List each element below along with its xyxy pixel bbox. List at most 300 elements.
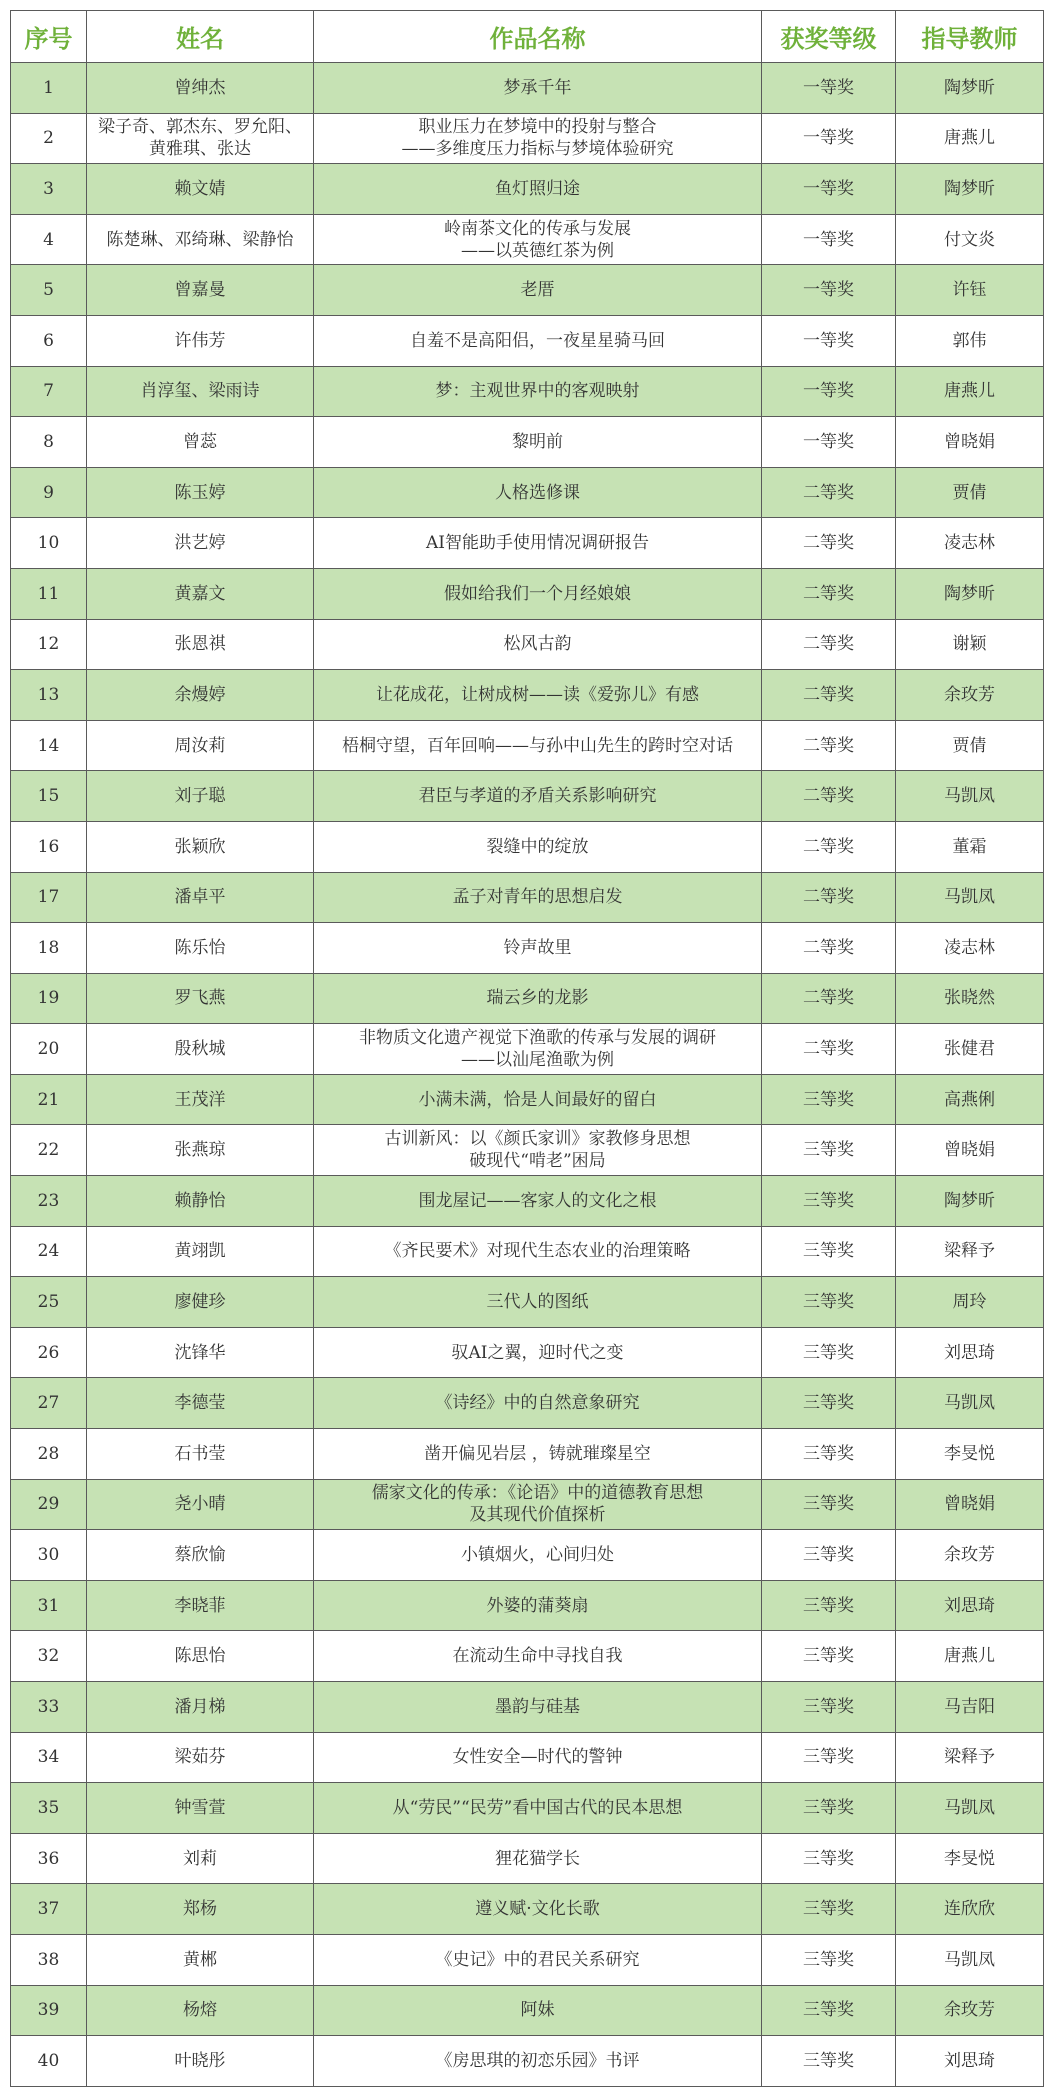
table-row	[11, 1631, 1044, 1682]
cell-name	[87, 1682, 314, 1733]
cell-index	[11, 265, 87, 316]
cell-work	[314, 1125, 762, 1176]
cell-index	[11, 1985, 87, 2036]
cell-index	[11, 518, 87, 569]
cell-level	[762, 1783, 896, 1834]
cell-teacher	[896, 518, 1044, 569]
cell-work-line: 及其现代价值探析	[469, 1505, 606, 1526]
cell-work	[314, 821, 762, 872]
table-row	[11, 315, 1044, 366]
cell-work	[314, 568, 762, 619]
cell-name	[87, 63, 314, 114]
cell-level-text: 三等奖	[803, 2000, 854, 2021]
cell-teacher	[896, 771, 1044, 822]
table-row	[11, 1378, 1044, 1429]
cell-level	[762, 467, 896, 518]
cell-name-line: 黄翊凯	[174, 1241, 226, 1262]
cell-name-line: 张燕琼	[174, 1140, 226, 1161]
cell-work	[314, 63, 762, 114]
cell-work	[314, 1631, 762, 1682]
cell-teacher	[896, 1884, 1044, 1935]
cell-level	[762, 1429, 896, 1480]
cell-index	[11, 1833, 87, 1884]
cell-work-line: 外婆的蒲葵扇	[486, 1595, 589, 1616]
cell-teacher-text: 唐燕儿	[944, 381, 995, 402]
cell-work	[314, 518, 762, 569]
cell-work-line: 梦：主观世界中的客观映射	[435, 381, 640, 402]
cell-name	[87, 214, 314, 265]
cell-name-line: 周汝莉	[174, 735, 226, 756]
cell-name-line: 曾蕊	[183, 431, 217, 452]
cell-name	[87, 366, 314, 417]
cell-name	[87, 1530, 314, 1581]
cell-level-text: 三等奖	[803, 2050, 854, 2071]
cell-level	[762, 214, 896, 265]
cell-teacher	[896, 214, 1044, 265]
cell-index-text: 1	[43, 77, 54, 98]
cell-level-text: 二等奖	[803, 482, 854, 503]
cell-teacher	[896, 1327, 1044, 1378]
cell-level-text: 二等奖	[803, 786, 854, 807]
cell-name	[87, 2036, 314, 2087]
cell-level-text: 二等奖	[803, 836, 854, 857]
cell-teacher-text: 凌志林	[944, 937, 995, 958]
table-row	[11, 720, 1044, 771]
cell-teacher-text: 余玫芳	[944, 684, 995, 705]
cell-name-line: 黄雅琪、张达	[149, 139, 251, 160]
cell-name-line: 罗飞燕	[174, 988, 226, 1009]
cell-index	[11, 821, 87, 872]
cell-index	[11, 417, 87, 468]
cell-level-text: 三等奖	[803, 1140, 854, 1161]
cell-name-line: 杨熔	[183, 2000, 217, 2021]
cell-level	[762, 1631, 896, 1682]
cell-index	[11, 973, 87, 1024]
cell-level	[762, 619, 896, 670]
cell-level	[762, 1378, 896, 1429]
cell-index	[11, 1125, 87, 1176]
cell-work-line: ——以英德红茶为例	[461, 240, 614, 261]
cell-name-line: 梁茹芬	[174, 1747, 226, 1768]
cell-index-text: 18	[37, 937, 60, 958]
cell-index	[11, 923, 87, 974]
cell-teacher-text: 张晓然	[944, 988, 995, 1009]
cell-name	[87, 417, 314, 468]
cell-work-line: 小镇烟火，心间归处	[461, 1545, 614, 1566]
cell-teacher	[896, 1125, 1044, 1176]
cell-teacher-text: 陶梦昕	[944, 77, 995, 98]
cell-level-text: 三等奖	[803, 1747, 854, 1768]
cell-name-line: 潘月梯	[174, 1696, 226, 1717]
cell-index-text: 11	[37, 583, 60, 604]
cell-index-text: 27	[37, 1393, 60, 1414]
cell-level-text: 二等奖	[803, 1039, 854, 1060]
cell-work	[314, 2036, 762, 2087]
cell-level	[762, 1985, 896, 2036]
cell-teacher-text: 贾倩	[952, 735, 987, 756]
cell-teacher-text: 李旻悦	[944, 1848, 995, 1869]
table-row	[11, 1884, 1044, 1935]
cell-index	[11, 1024, 87, 1075]
cell-level	[762, 315, 896, 366]
cell-teacher	[896, 1833, 1044, 1884]
cell-work-line: 梦承千年	[503, 77, 572, 98]
cell-work-line: 瑞云乡的龙影	[486, 988, 589, 1009]
cell-teacher	[896, 1783, 1044, 1834]
cell-work	[314, 1074, 762, 1125]
cell-level-text: 一等奖	[803, 229, 854, 250]
cell-index-text: 10	[37, 533, 60, 554]
cell-index	[11, 872, 87, 923]
cell-teacher	[896, 1530, 1044, 1581]
cell-index	[11, 1682, 87, 1733]
cell-work-line: 让花成花，让树成树——读《爱弥儿》有感	[376, 684, 699, 705]
cell-name	[87, 1277, 314, 1328]
cell-teacher	[896, 467, 1044, 518]
cell-name	[87, 467, 314, 518]
cell-work-line: 三代人的图纸	[486, 1292, 589, 1313]
cell-level	[762, 1934, 896, 1985]
cell-teacher	[896, 1074, 1044, 1125]
cell-name	[87, 720, 314, 771]
header-row	[11, 11, 1044, 63]
cell-work-line: 老厝	[520, 280, 555, 301]
cell-work-line: 在流动生命中寻找自我	[452, 1646, 623, 1667]
table-row	[11, 872, 1044, 923]
table-row	[11, 1429, 1044, 1480]
cell-work-line: 黎明前	[512, 431, 563, 452]
cell-index	[11, 1631, 87, 1682]
cell-name-line: 肖淳玺、梁雨诗	[140, 381, 260, 402]
cell-teacher-text: 唐燕儿	[944, 128, 995, 149]
cell-teacher	[896, 619, 1044, 670]
cell-teacher-text: 刘思琦	[944, 2050, 995, 2071]
cell-work-line: ——以汕尾渔歌为例	[461, 1050, 614, 1071]
cell-index	[11, 214, 87, 265]
cell-name	[87, 1125, 314, 1176]
cell-teacher	[896, 568, 1044, 619]
table-row	[11, 2036, 1044, 2087]
cell-level-text: 一等奖	[803, 381, 854, 402]
cell-level	[762, 923, 896, 974]
cell-level-text: 二等奖	[803, 634, 854, 655]
cell-work	[314, 1378, 762, 1429]
cell-work	[314, 670, 762, 721]
cell-name-line: 李晓菲	[174, 1595, 226, 1616]
cell-teacher-text: 张健君	[944, 1039, 995, 1060]
cell-work-line: 遵义赋·文化长歌	[475, 1899, 600, 1920]
cell-teacher-text: 曾晓娟	[944, 1140, 995, 1161]
table-row	[11, 1277, 1044, 1328]
cell-index	[11, 366, 87, 417]
cell-teacher-text: 刘思琦	[944, 1595, 995, 1616]
cell-name-line: 郑杨	[183, 1899, 217, 1920]
cell-level-text: 一等奖	[803, 330, 854, 351]
cell-index	[11, 1530, 87, 1581]
cell-teacher-text: 梁释予	[944, 1747, 995, 1768]
cell-work	[314, 467, 762, 518]
cell-index-text: 39	[37, 2000, 60, 2021]
cell-level	[762, 771, 896, 822]
cell-teacher	[896, 1732, 1044, 1783]
table-row	[11, 821, 1044, 872]
cell-name	[87, 1884, 314, 1935]
cell-index-text: 37	[37, 1899, 60, 1920]
cell-index	[11, 771, 87, 822]
cell-name-line: 许伟芳	[174, 330, 226, 351]
cell-teacher	[896, 315, 1044, 366]
cell-name-line: 张恩祺	[174, 634, 226, 655]
cell-teacher	[896, 973, 1044, 1024]
cell-level	[762, 417, 896, 468]
cell-level-text: 一等奖	[803, 431, 854, 452]
cell-work-line: 儒家文化的传承：《论语》中的道德教育思想	[371, 1483, 704, 1504]
cell-teacher-text: 马凯凤	[944, 786, 995, 807]
cell-level	[762, 1530, 896, 1581]
cell-index-text: 36	[37, 1848, 60, 1869]
cell-name	[87, 1783, 314, 1834]
cell-name	[87, 1479, 314, 1530]
cell-work	[314, 1985, 762, 2036]
cell-teacher	[896, 1580, 1044, 1631]
cell-index-text: 40	[37, 2050, 60, 2071]
cell-index	[11, 113, 87, 164]
cell-work	[314, 720, 762, 771]
table-row	[11, 568, 1044, 619]
cell-index	[11, 315, 87, 366]
cell-work-line: 松风古韵	[503, 634, 572, 655]
cell-index	[11, 63, 87, 114]
cell-name	[87, 1631, 314, 1682]
cell-index	[11, 1176, 87, 1227]
cell-level	[762, 670, 896, 721]
cell-level-text: 三等奖	[803, 1646, 854, 1667]
cell-level-text: 二等奖	[803, 684, 854, 705]
table-row	[11, 1327, 1044, 1378]
cell-teacher-text: 陶梦昕	[944, 178, 995, 199]
cell-name	[87, 872, 314, 923]
cell-work	[314, 315, 762, 366]
table-row	[11, 619, 1044, 670]
cell-work-line: 《史记》中的君民关系研究	[435, 1949, 640, 1970]
cell-index-text: 2	[43, 128, 54, 149]
cell-work-line: 职业压力在梦境中的投射与整合	[418, 117, 657, 138]
cell-work	[314, 1024, 762, 1075]
cell-name-line: 曾绅杰	[174, 77, 226, 98]
cell-teacher	[896, 1176, 1044, 1227]
header-level: 获奖等级	[762, 11, 896, 63]
cell-work-line: 非物质文化遗产视觉下渔歌的传承与发展的调研	[359, 1028, 716, 1049]
cell-index	[11, 467, 87, 518]
cell-teacher	[896, 670, 1044, 721]
cell-work	[314, 113, 762, 164]
table-row	[11, 1682, 1044, 1733]
cell-teacher	[896, 1985, 1044, 2036]
cell-teacher-text: 马凯凤	[944, 1393, 995, 1414]
cell-level-text: 三等奖	[803, 1949, 854, 1970]
cell-teacher	[896, 265, 1044, 316]
cell-index	[11, 1732, 87, 1783]
cell-level-text: 三等奖	[803, 1545, 854, 1566]
cell-index	[11, 568, 87, 619]
cell-index-text: 3	[43, 178, 54, 199]
cell-index-text: 34	[37, 1747, 60, 1768]
cell-index	[11, 670, 87, 721]
cell-level-text: 三等奖	[803, 1848, 854, 1869]
cell-work	[314, 973, 762, 1024]
cell-level	[762, 1176, 896, 1227]
cell-level-text: 二等奖	[803, 988, 854, 1009]
cell-index-text: 4	[43, 229, 54, 250]
cell-index-text: 33	[37, 1696, 60, 1717]
header-name: 姓名	[87, 11, 314, 63]
cell-index-text: 29	[37, 1494, 60, 1515]
cell-work-line: 人格选修课	[495, 482, 580, 503]
cell-index-text: 9	[43, 482, 54, 503]
cell-level	[762, 1580, 896, 1631]
cell-level	[762, 1327, 896, 1378]
cell-name	[87, 1985, 314, 2036]
cell-work	[314, 1327, 762, 1378]
cell-work	[314, 1530, 762, 1581]
cell-name	[87, 265, 314, 316]
cell-work	[314, 1783, 762, 1834]
cell-work	[314, 619, 762, 670]
cell-name	[87, 315, 314, 366]
cell-level	[762, 1833, 896, 1884]
cell-work-line: 小满未满，恰是人间最好的留白	[418, 1089, 657, 1110]
cell-work	[314, 1580, 762, 1631]
cell-name	[87, 164, 314, 215]
cell-work-line: 自羞不是高阳侣，一夜星星骑马回	[410, 330, 665, 351]
cell-level-text: 二等奖	[803, 937, 854, 958]
table-row	[11, 1833, 1044, 1884]
cell-index-text: 30	[37, 1545, 60, 1566]
cell-work	[314, 1226, 762, 1277]
table-body	[11, 63, 1044, 2087]
cell-work-line: 破现代“啃老”困局	[469, 1151, 606, 1172]
cell-index-text: 28	[37, 1443, 60, 1464]
cell-index-text: 13	[37, 684, 60, 705]
cell-name	[87, 670, 314, 721]
cell-level-text: 三等奖	[803, 1494, 854, 1515]
cell-name-line: 殷秋城	[174, 1039, 226, 1060]
cell-name-line: 余熳婷	[174, 684, 226, 705]
cell-name	[87, 1833, 314, 1884]
cell-index-text: 26	[37, 1342, 60, 1363]
cell-work	[314, 164, 762, 215]
cell-work	[314, 1176, 762, 1227]
cell-level	[762, 1125, 896, 1176]
cell-index	[11, 1934, 87, 1985]
cell-work-line: 女性安全—时代的警钟	[452, 1747, 623, 1768]
table-row	[11, 467, 1044, 518]
cell-name-line: 赖静怡	[174, 1190, 226, 1211]
cell-work-line: 《齐民要术》对现代生态农业的治理策略	[384, 1241, 691, 1262]
cell-work-line: 从“劳民”“民劳”看中国古代的民本思想	[392, 1797, 683, 1818]
cell-name	[87, 1024, 314, 1075]
cell-index	[11, 1226, 87, 1277]
cell-work-line: 围龙屋记——客家人的文化之根	[418, 1190, 657, 1211]
cell-name-line: 李德莹	[174, 1393, 226, 1414]
cell-teacher-text: 周玲	[952, 1292, 987, 1313]
header-work: 作品名称	[314, 11, 762, 63]
cell-index	[11, 1429, 87, 1480]
cell-name	[87, 973, 314, 1024]
cell-level	[762, 1024, 896, 1075]
cell-index	[11, 1378, 87, 1429]
cell-teacher-text: 贾倩	[952, 482, 987, 503]
cell-index	[11, 619, 87, 670]
cell-teacher-text: 马凯凤	[944, 1797, 995, 1818]
cell-name-line: 黄嘉文	[174, 583, 226, 604]
cell-level	[762, 164, 896, 215]
cell-index-text: 24	[37, 1241, 60, 1262]
cell-name	[87, 518, 314, 569]
cell-teacher-text: 陶梦昕	[944, 1190, 995, 1211]
cell-name	[87, 1934, 314, 1985]
cell-work-line: 假如给我们一个月经娘娘	[444, 583, 631, 604]
cell-teacher-text: 凌志林	[944, 533, 995, 554]
table-row	[11, 1934, 1044, 1985]
cell-work	[314, 1479, 762, 1530]
cell-level	[762, 63, 896, 114]
cell-teacher-text: 曾晓娟	[944, 431, 995, 452]
cell-index-text: 6	[43, 330, 54, 351]
cell-teacher	[896, 417, 1044, 468]
table-row	[11, 1732, 1044, 1783]
cell-name-line: 陈楚琳、邓绮琳、梁静怡	[106, 229, 294, 250]
cell-work-line: 岭南茶文化的传承与发展	[444, 218, 631, 239]
cell-name-line: 王茂洋	[174, 1089, 226, 1110]
cell-index	[11, 1074, 87, 1125]
cell-work-line: 裂缝中的绽放	[486, 836, 589, 857]
cell-index-text: 16	[37, 836, 60, 857]
table-row	[11, 1985, 1044, 2036]
cell-teacher-text: 余玫芳	[944, 1545, 995, 1566]
cell-name-line: 潘卓平	[174, 887, 226, 908]
cell-teacher	[896, 1429, 1044, 1480]
table-row	[11, 63, 1044, 114]
cell-name	[87, 1074, 314, 1125]
cell-teacher	[896, 720, 1044, 771]
cell-name	[87, 1176, 314, 1227]
cell-teacher-text: 余玫芳	[944, 2000, 995, 2021]
table-row	[11, 417, 1044, 468]
cell-name	[87, 1226, 314, 1277]
table-row	[11, 1479, 1044, 1530]
cell-level	[762, 265, 896, 316]
cell-index-text: 7	[43, 381, 54, 402]
cell-level	[762, 2036, 896, 2087]
cell-level-text: 一等奖	[803, 128, 854, 149]
cell-teacher-text: 曾晓娟	[944, 1494, 995, 1515]
table-row	[11, 518, 1044, 569]
cell-index-text: 31	[37, 1595, 60, 1616]
cell-name	[87, 113, 314, 164]
cell-index-text: 22	[37, 1140, 60, 1161]
cell-teacher	[896, 1226, 1044, 1277]
cell-teacher-text: 付文炎	[944, 229, 995, 250]
cell-level-text: 一等奖	[803, 178, 854, 199]
cell-level	[762, 821, 896, 872]
cell-name-line: 石书莹	[174, 1443, 226, 1464]
cell-level	[762, 1732, 896, 1783]
cell-index-text: 5	[43, 280, 54, 301]
cell-teacher	[896, 63, 1044, 114]
table-row	[11, 164, 1044, 215]
cell-work-line: 凿开偏见岩层 ，铸就璀璨星空	[424, 1443, 651, 1464]
